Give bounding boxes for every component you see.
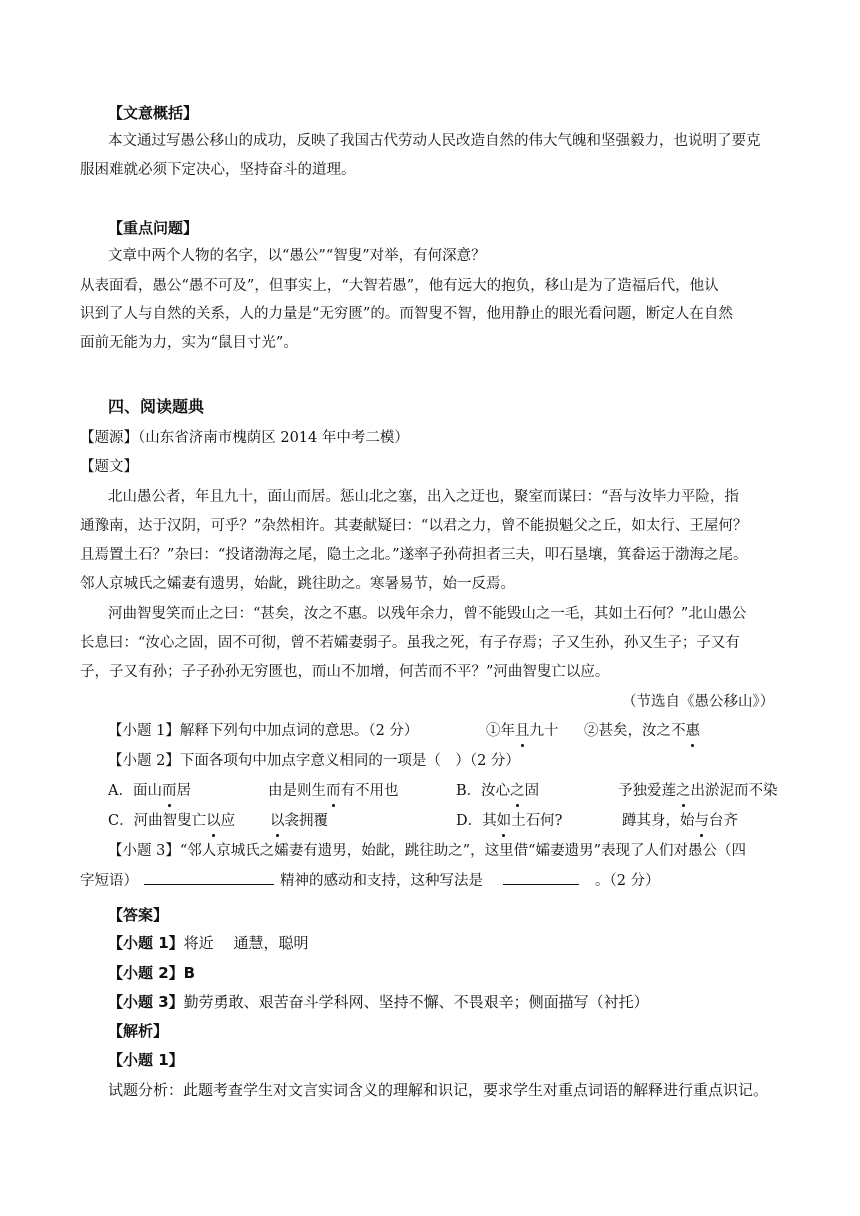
emphasis-dot: 而 [161, 783, 177, 799]
q1-label: 【小题 1】解释下列句中加点词的意思。（2 分） [108, 723, 419, 739]
q2-label: 【小题 2】下面各项句中加点字意义相同的一项是（ ）（2 分） [108, 753, 520, 769]
emphasis-dot: 而 [326, 783, 341, 799]
analysis-detail: 试题分析：此题考查学生对文言实词含义的理解和识记，要求学生对重点词语的解释进行重点识记。 [108, 1081, 769, 1099]
key-question-text: 文章中两个人物的名字，以“愚公”“智叟”对举，有何深意？ [108, 248, 486, 264]
passage-citation: （节选自《愚公移山》） [622, 694, 775, 710]
passage-p1-line-4: 邻人京城氏之孀妻有遗男，始龀，跳往助之。寒暑易节，始一反焉。 [80, 576, 515, 592]
passage-p2-line-3: 子，子又有孙；子子孙孙无穷匮也，而山不加增，何苦而不平？”河曲智叟亡以应。 [80, 664, 610, 680]
emphasis-dot: 之 [510, 783, 525, 799]
question-text-label: 【题文】 [80, 459, 138, 475]
q3-line-1: 【小题 3】“邻人京城氏之孀妻有遗男，始龀，跳往助之”，这里借“孀妻遗男”表现了人们对愚公（四 [108, 843, 746, 859]
summary-line-1: 本文通过写愚公移山的成功，反映了我国古代劳动人民改造自然的伟大气魄和坚强毅力，也说明了要克 [108, 133, 761, 149]
q3-line-2: 字短语） 精神的感动和支持，这种写法是 。（2 分） [80, 870, 660, 891]
emphasis-dot: 与 [694, 813, 709, 829]
key-answer-line-1: 从表面看，愚公“愚不可及”，但事实上，“大智若愚”，他有远大的抱负，移山是为了造福后代，他认 [80, 278, 719, 294]
q2-option-c-1: C．河曲智叟亡以应 [108, 813, 236, 829]
q2-option-b-1: B．汝心之固 [456, 783, 540, 799]
answer-blank [144, 870, 274, 885]
answer-1: 【小题 1】将近 通慧，聪明 [108, 934, 309, 952]
emphasis-dot: 之 [676, 783, 691, 799]
q2-option-d-1: D．其如土石何? [456, 813, 563, 829]
q2-option-c-2: 以衾拥覆 [270, 813, 328, 829]
q1-item-a: ①年且九十 [486, 723, 559, 739]
emphasis-dot: 以 [206, 813, 221, 829]
q1-item-b: ②甚矣，汝之不惠 [584, 723, 700, 739]
passage-p2-line-1: 河曲智叟笑而止之曰：“甚矣，汝之不惠。以残年余力，曾不能毁山之一毛，其如土石何？”北山愚公 [108, 606, 747, 622]
emphasis-dot: 惠 [685, 723, 700, 739]
passage-p2-line-2: 长息曰：“汝心之固，固不可彻，曾不若孀妻弱子。虽我之死，有子存焉；子又生孙，孙又生子；子又有 [80, 635, 740, 651]
summary-heading: 【文意概括】 [108, 104, 199, 122]
question-source: 【题源】（山东省济南市槐荫区 2014 年中考二模） [80, 430, 409, 446]
emphasis-dot: 且 [515, 723, 530, 739]
answer-blank [503, 870, 579, 885]
passage-p1-line-3: 且焉置土石？”杂曰：“投诸渤海之尾，隐土之北。”遂率子孙荷担者三夫，叩石垦壤，箕畚运于渤海之尾。 [80, 547, 748, 563]
q2-option-a-1: A．面山而居 [108, 783, 191, 799]
answers-heading: 【答案】 [108, 906, 169, 924]
passage-p1-line-2: 通豫南，达于汉阴，可乎？”杂然相许。其妻献疑曰：“以君之力，曾不能损魁父之丘，如太行、王屋何？ [80, 518, 748, 534]
key-answer-line-3: 面前无能为力，实为“鼠目寸光”。 [80, 335, 298, 351]
analysis-heading: 【解析】 [108, 1022, 169, 1040]
q2-option-a-2: 由是则生而有不用也 [268, 783, 399, 799]
key-question-heading: 【重点问题】 [108, 219, 199, 237]
section-title: 四、阅读题典 [108, 397, 205, 416]
q2-option-b-2: 予独爱莲之出淤泥而不染 [618, 783, 778, 799]
emphasis-dot: 如 [496, 813, 512, 829]
emphasis-dot: 以 [270, 813, 285, 829]
passage-p1-line-1: 北山愚公者，年且九十，面山而居。惩山北之塞，出入之迂也，聚室而谋曰：“吾与汝毕力平险，指 [108, 489, 739, 505]
answer-2: 【小题 2】B [108, 964, 196, 982]
summary-line-2: 服困难就必须下定决心，坚持奋斗的道理。 [80, 162, 356, 178]
q2-option-d-2: 蹲其身，始与台齐 [622, 813, 738, 829]
key-answer-line-2: 识到了人与自然的关系，人的力量是“无穷匮”的。而智叟不智，他用静止的眼光看问题，断定人在自然 [80, 306, 733, 322]
answer-3: 【小题 3】勤劳勇敢、艰苦奋斗学科网、坚持不懈、不畏艰辛；侧面描写（衬托） [108, 993, 649, 1011]
analysis-q1-label: 【小题 1】 [108, 1051, 184, 1069]
